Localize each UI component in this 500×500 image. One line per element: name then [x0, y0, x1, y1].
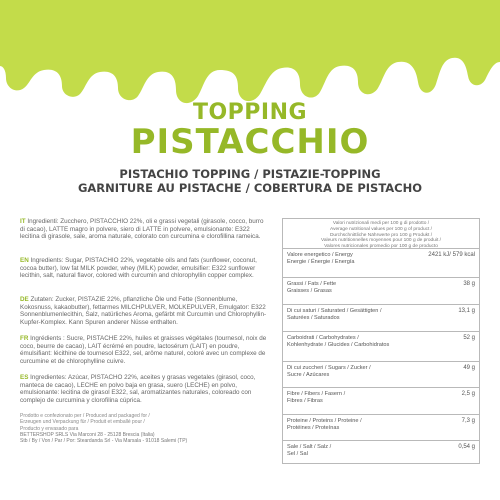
nutrition-label: Grassi / Fats / Fette Graisses / Grasas	[287, 281, 337, 294]
nutrition-header-line: Valori nutrizionali medi per 100 g di prodotto /	[332, 221, 430, 226]
nutrition-row	[283, 277, 479, 304]
nutrition-table	[282, 218, 480, 464]
ingredients-text: Zutaten: Zucker, PISTAZIE 22%, pflanzliche Öle und Fette (Sonnenblume, Kokosnuss, kakaobutter), fettarmes MILCHPULVER, MOLKEPULVER, Emulgator: E322 Sonnenblumenlecithin, Salz, natürliches Aroma, gefärbt mit Curcumin und Chlorophyllin-Kupfer-Komplex. Kann Spuren anderer Nüsse enthalten.	[20, 296, 267, 327]
lang-code: DE	[20, 296, 29, 303]
lang-code: EN	[20, 257, 29, 264]
nutrition-value: 7,3 g	[461, 418, 475, 424]
nutrition-value: 52 g	[463, 335, 475, 341]
nutrition-value: 2421 kJ/ 579 kcal	[428, 252, 475, 258]
ingredients-text: Ingrédients : Sucre, PISTACHE 22%, huiles et graisses végétales (tournesol, noix de coco, beurre de cacao), LAIT écrémé en poudre, lactosérum (LAIT) en poudre, émulsifiant: lécithine de tournesol E322, sel, arôme naturel, coloré avec un complexe de curcumine et de chlorophylline cuivre.	[20, 335, 267, 366]
lang-code: ES	[20, 374, 29, 381]
ingredients-de	[20, 296, 268, 327]
footer-line: Producto y envasado para	[20, 425, 79, 432]
producer-footer	[20, 413, 270, 444]
lang-code: IT	[20, 218, 26, 225]
nutrition-label: Valore energetico / Energy Energie / Énergie / Energía	[287, 252, 355, 265]
nutrition-row	[283, 387, 479, 414]
nutrition-header-line: Valeurs nutritionnelles moyennes pour 100 g de produit /	[321, 238, 441, 244]
ingredients-en	[20, 257, 268, 280]
nutrition-label: Sale / Salt / Salz / Sel / Sal	[287, 444, 332, 457]
lang-code: FR	[20, 335, 29, 342]
nutrition-label: Carboidrati / Carbohydrates / Kohlenhydrate / Glucides / Carbohidratos	[287, 335, 390, 348]
nutrition-value: 0,54 g	[458, 444, 475, 450]
ingredients-es	[20, 374, 268, 405]
product-subtitle-1: PISTACHIO TOPPING / PISTAZIE-TOPPING	[119, 167, 381, 181]
nutrition-value: 2,5 g	[461, 391, 475, 397]
ingredients-fr	[20, 335, 268, 366]
footer-line: Prodotto e confezionato per / Produced and packaged for /	[20, 413, 150, 419]
product-title-topping: TOPPING	[192, 100, 308, 125]
nutrition-row	[283, 361, 479, 387]
ingredients-it	[20, 218, 268, 241]
nutrition-row	[283, 304, 479, 331]
nutrition-row	[283, 249, 479, 277]
ingredients-text: Ingredienti: Zucchero, PISTACCHIO 22%, oli e grassi vegetali (girasole, cocco, burro di cacao), LATTE magro in polvere, siero di LATTE in polvere, emulsionante: E322 lecitina di girasole, sale, aroma naturale, colorato con curcumina e clorofillina rameica.	[20, 218, 264, 241]
nutrition-header-line: Durchschnittliche Nährwerte pro 100 g Produkt /	[329, 232, 433, 238]
drip-shape	[0, 0, 500, 103]
nutrition-header-line: Valores nutricionales promedio por 100 g de producto	[324, 244, 438, 250]
nutrition-row	[283, 440, 479, 462]
nutrition-value: 13,1 g	[458, 308, 475, 314]
ingredients-text: Ingredientes: Azúcar, PISTACHO 22%, aceites y grasas vegetales (girasol, coco, manteca de cacao), LECHE en polvo baja en grasa, suero (LECHE) en polvo, emulsionante: lecitina de girasol E322, sal, aromatizantes naturales, coloreado con complejo de curcumina y clorofilina cúprica.	[20, 374, 256, 405]
nutrition-row	[283, 331, 479, 361]
ingredients-text: Ingredients: Sugar, PISTACHIO 22%, vegetable oils and fats (sunflower, coconut, cocoa butter), low fat MILK powder, whey (MILK) powder, emulsifier: E322 sunflower lecithin, salt, natural flavor, colored with curcumin and chlorophyllin copper complex.	[20, 257, 257, 280]
product-subtitle-2: GARNITURE AU PISTACHE / COBERTURA DE PISTACHO	[77, 181, 423, 195]
nutrition-row	[283, 414, 479, 440]
nutrition-header	[283, 219, 479, 249]
nutrition-label: Proteine / Proteins / Proteine / Protéines / Proteínas	[287, 418, 362, 431]
footer-address-2: Stb / By / Von / Par / Por: Steardanda Srl - Via Marsala - 91018 Salemi (TP)	[20, 438, 188, 445]
nutrition-value: 38 g	[463, 281, 475, 287]
nutrition-header-line: Average nutritional values per 100 g of product /	[329, 226, 433, 232]
footer-line: Erzeugen und Verpackung für / Produit et emballé pour /	[20, 419, 145, 426]
product-title-pistacchio: PISTACCHIO	[130, 122, 370, 162]
nutrition-value: 49 g	[463, 365, 475, 371]
nutrition-label: Di cui saturi / Saturated / Gesättigten / Saturées / Saturados	[287, 308, 382, 321]
footer-address-1: BETTERSHOP SRLS Via Marconi 28 - 25128 Brescia (Italia)	[20, 431, 155, 438]
nutrition-label: Fibre / Fibers / Fasern / Fibres / Fibras	[287, 391, 346, 404]
nutrition-label: Di cui zuccheri / Sugars / Zucker / Sucre / Azúcares	[287, 365, 371, 378]
